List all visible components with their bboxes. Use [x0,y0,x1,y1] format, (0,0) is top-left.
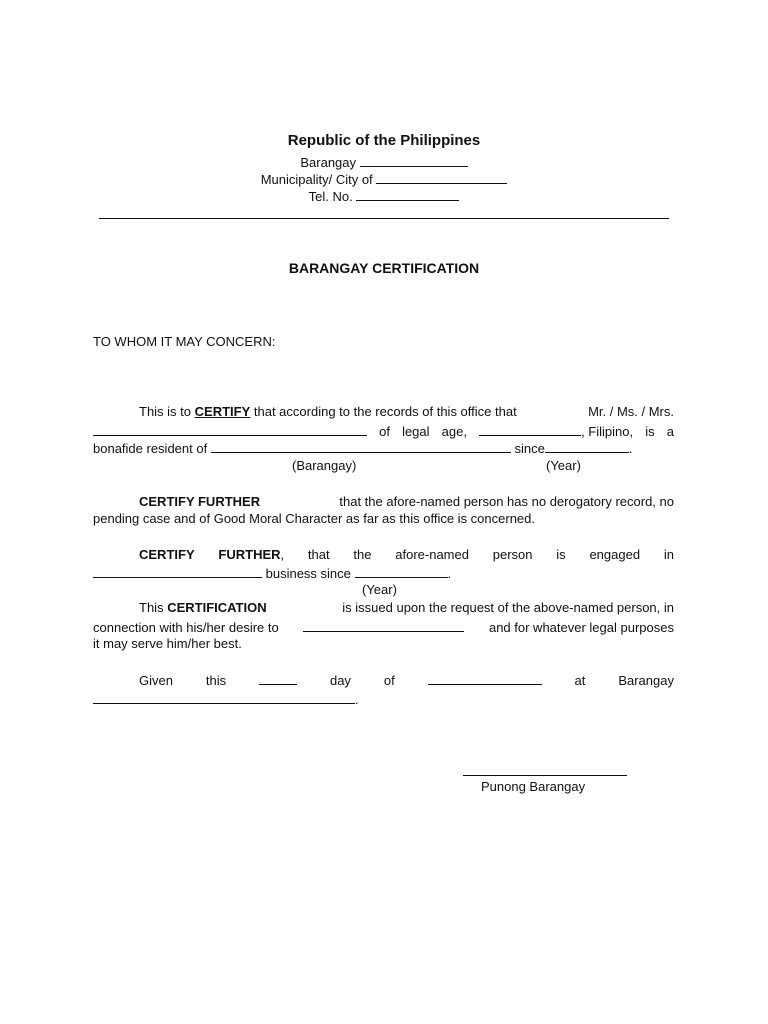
para1-legal: legal [402,424,430,439]
barangay-line [0,153,768,171]
tel-blank[interactable] [356,187,459,201]
para1-of: of [379,424,390,439]
given-month-blank[interactable] [428,671,542,685]
age-blank[interactable] [479,422,581,436]
para3-business-since: business since [265,566,351,581]
given-this: this [205,673,227,688]
business-blank[interactable] [93,564,262,578]
business-since-blank[interactable] [355,564,448,578]
republic-heading: Republic of the Philippines [287,132,481,149]
given-day: day [329,673,351,688]
para2-line2: pending case and of Good Moral Character as far as this office is concerned. [93,511,536,526]
tel-label: Tel. No. [308,189,353,204]
para1-lead-group [93,403,517,420]
para1-text1: that according to the records of this office that [253,404,517,419]
para4-line2-lead: connection with his/her desire to [93,620,279,635]
para1-since: since [514,441,545,456]
municipality-blank[interactable] [376,170,507,184]
document-title: BARANGAY CERTIFICATION [288,260,480,276]
para1-bonafide: bonafide resident of [93,441,208,456]
municipality-line [0,170,768,188]
para4-line2-rest: and for whatever legal purposes [488,620,674,635]
para2-bold: CERTIFY FURTHER [139,494,261,509]
para4-lead-group [139,599,267,616]
para4-line1 [139,599,674,616]
para3-line1 [93,546,674,563]
para3-word: that [307,547,330,562]
given-period: . [355,692,359,707]
signature-label: Punong Barangay [481,779,586,794]
para1-period: . [628,441,633,456]
para3-line2 [93,564,451,582]
given-word: Given [139,673,173,688]
para1-barangay-caption: (Barangay) [292,458,357,473]
para3-word: afore-named [395,547,469,562]
resident-since-blank[interactable] [545,439,629,453]
para1-honorific: Mr. / Ms. / Mrs. [588,404,674,419]
para3-word: is [556,547,566,562]
para1-line3 [93,439,632,457]
para4-lead: This [139,600,164,615]
given-place-blank[interactable] [93,690,355,704]
para3-word: in [663,547,674,562]
given-line1 [139,671,674,689]
para1-a: a [666,424,674,439]
salutation: TO WHOM IT MAY CONCERN: [93,334,276,349]
para1-age: age, [441,424,467,439]
para1-line1 [93,403,674,420]
given-line2 [93,690,359,708]
tel-line [0,187,768,205]
para3-further-group [218,546,284,563]
para3-word: the [353,547,372,562]
para3-word: person [492,547,533,562]
para1-certify: CERTIFY [194,404,251,419]
para3-further: FURTHER [218,547,281,562]
para2-line1-rest: that the afore-named person has no derogatory record, no [339,494,674,509]
barangay-label: Barangay [300,155,357,170]
para3-certify: CERTIFY [139,547,195,562]
para1-is: is [645,424,655,439]
para1-lead: This is to [139,404,192,419]
resident-barangay-blank[interactable] [211,439,511,453]
purpose-blank[interactable] [303,618,464,632]
para1-line2 [93,422,674,440]
para4-line3: it may serve him/her best. [93,636,242,651]
para4-bold: CERTIFICATION [167,600,267,615]
municipality-label: Municipality/ City of [260,172,373,187]
para3-word: engaged [589,547,641,562]
para3-period: . [447,566,452,581]
header-divider [99,218,669,219]
para4-line2 [93,618,674,636]
given-at: at [574,673,586,688]
barangay-blank[interactable] [360,153,468,167]
para3-comma: , [280,547,285,562]
given-day-blank[interactable] [259,671,297,685]
given-of: of [383,673,395,688]
name-blank[interactable] [93,422,367,436]
para4-line1-rest: is issued upon the request of the above-named person, in [342,600,674,615]
age-group [479,422,633,440]
signature-line[interactable] [463,775,627,776]
para1-filipino: , Filipino, [581,424,634,439]
para1-year-caption: (Year) [546,458,581,473]
para2-line1 [139,493,674,510]
given-barangay: Barangay [618,673,674,688]
para3-year-caption: (Year) [362,582,397,597]
